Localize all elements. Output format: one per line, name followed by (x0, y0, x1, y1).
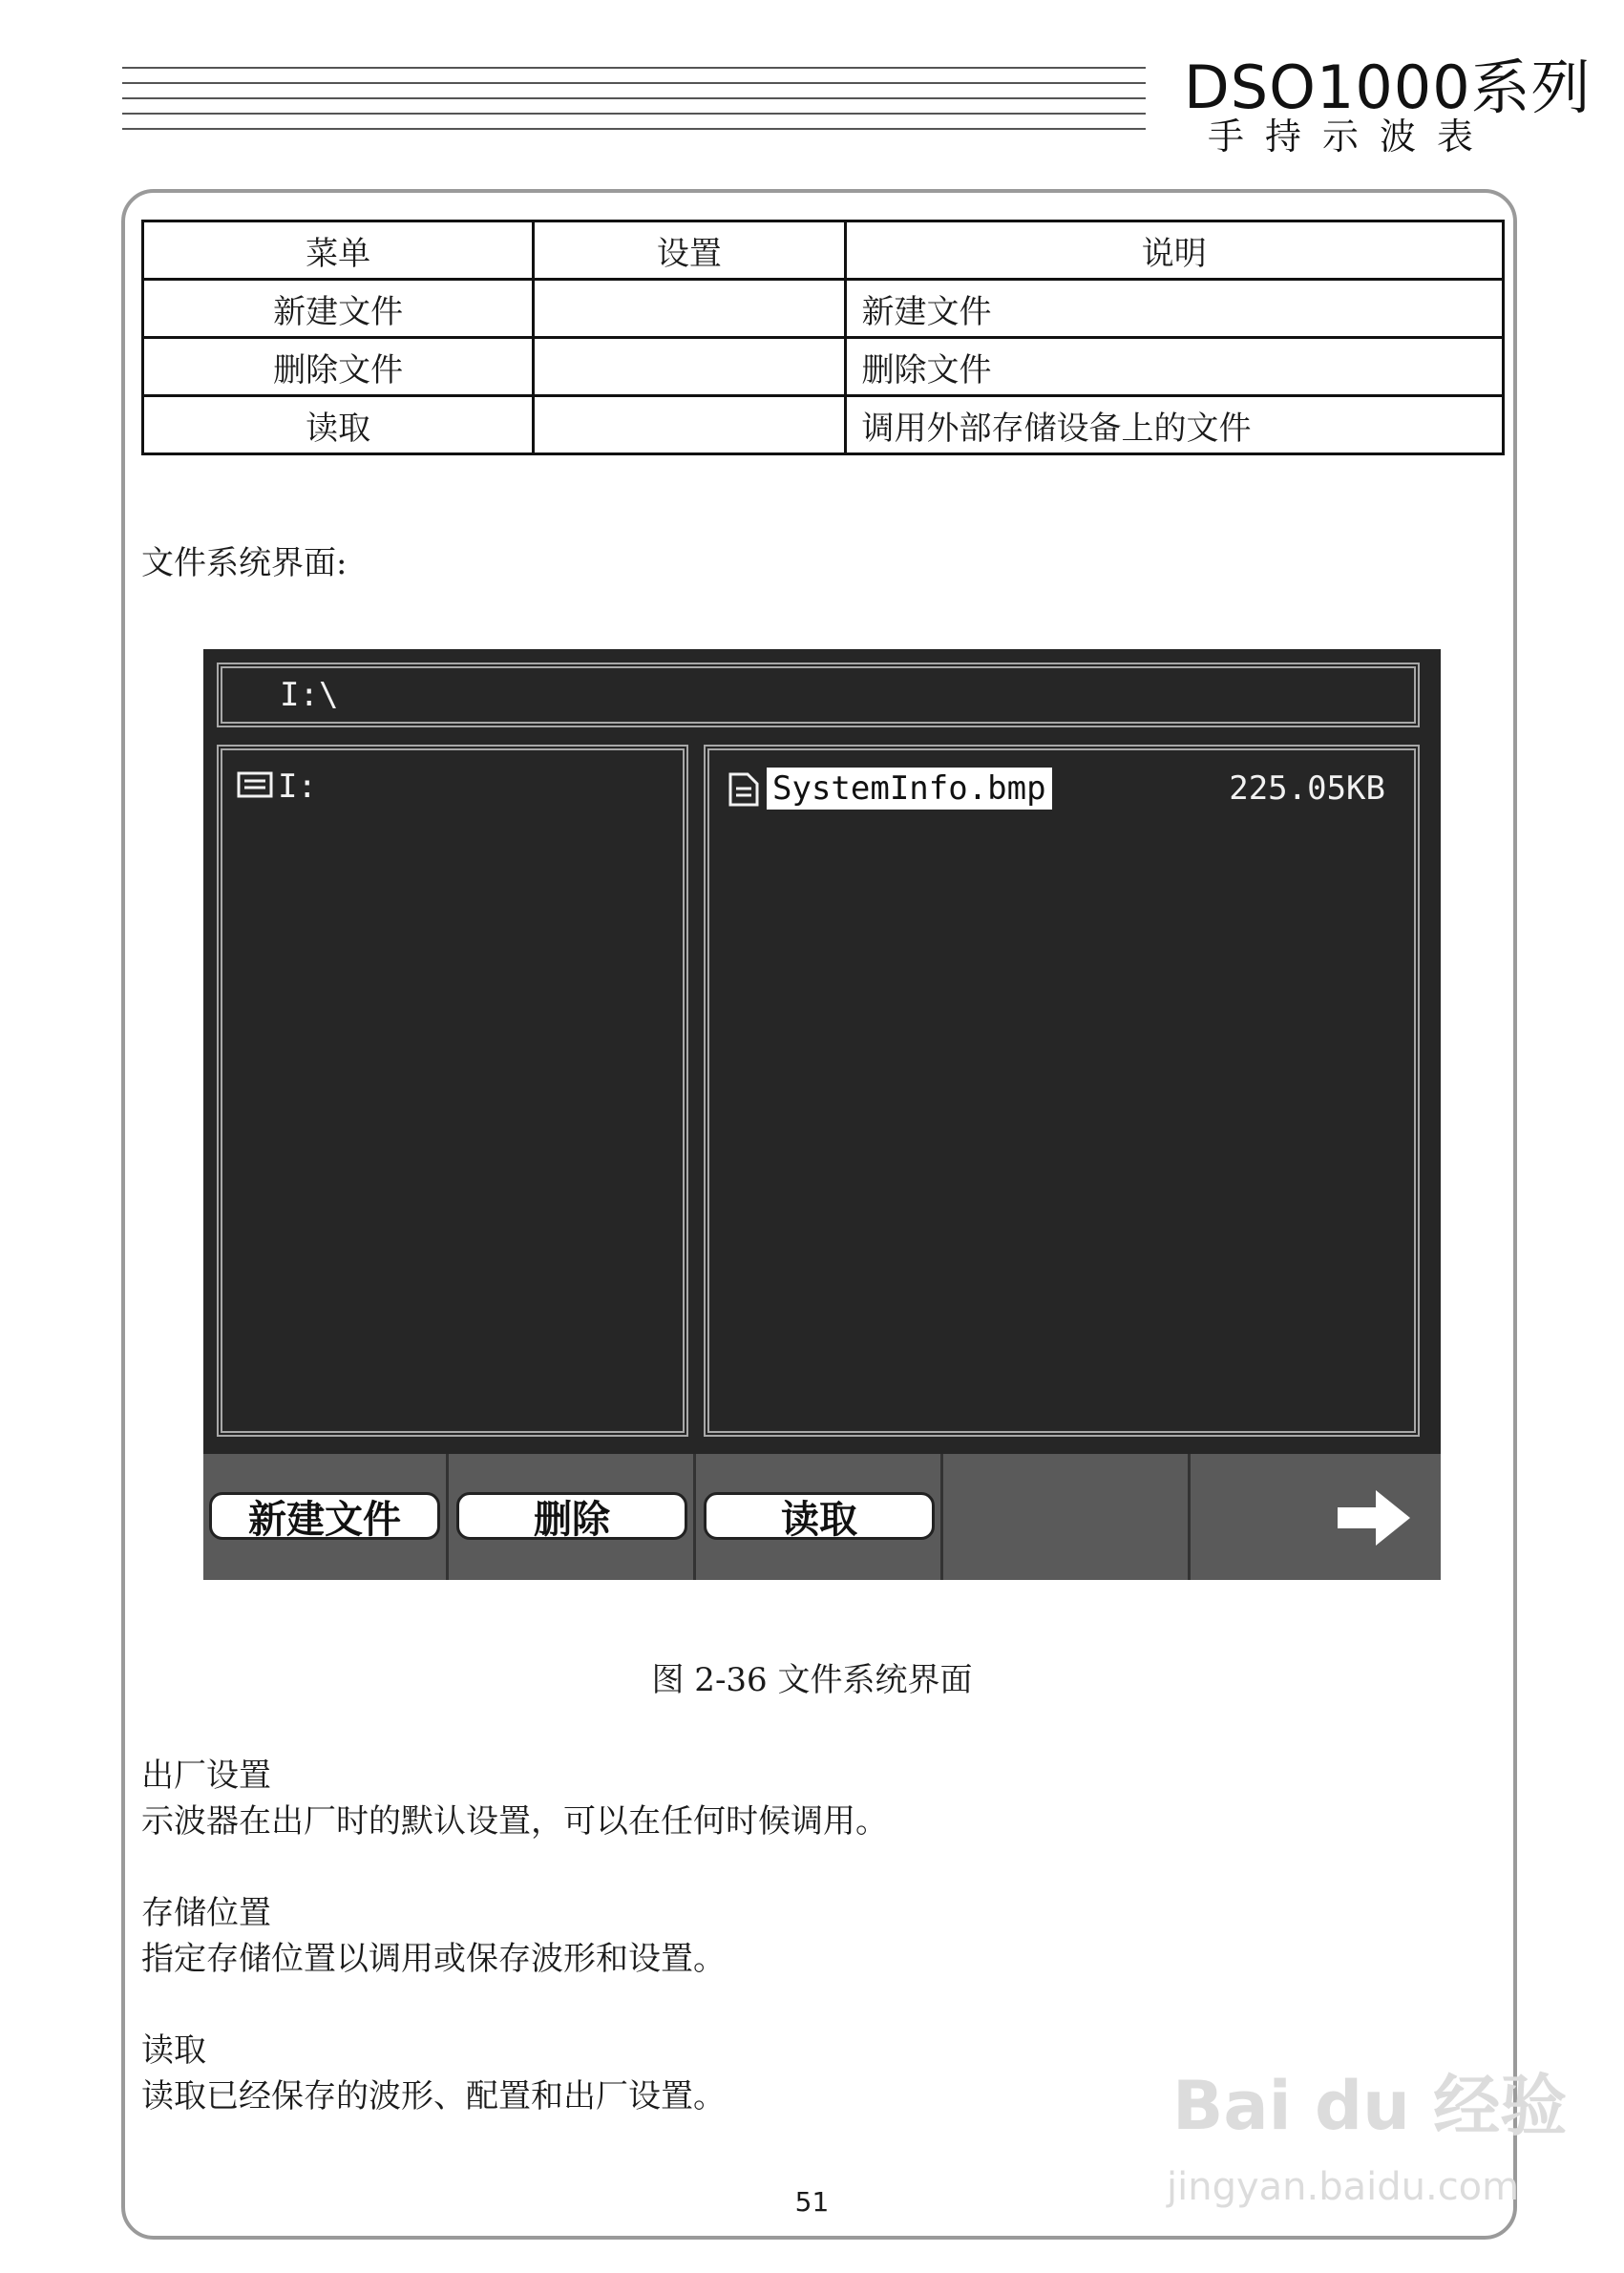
table-cell: 读取 (143, 396, 534, 454)
table-cell: 删除文件 (845, 338, 1503, 396)
softkey-new-file[interactable] (203, 1454, 449, 1580)
softkey-next-page[interactable] (1192, 1454, 1441, 1580)
drive-item[interactable] (236, 768, 317, 806)
current-path: I:\ (280, 676, 339, 714)
table-header-cell: 设置 (534, 221, 845, 280)
softkey-label: 删除 (456, 1492, 687, 1540)
softkey-read[interactable] (698, 1454, 943, 1580)
drive-label: I: (278, 768, 317, 806)
page-number: 51 (794, 2186, 830, 2218)
file-icon (727, 771, 761, 811)
table-cell (534, 338, 845, 396)
table-cell (534, 280, 845, 338)
table-header-cell: 菜单 (143, 221, 534, 280)
table-cell: 删除文件 (143, 338, 534, 396)
figure-caption: 图 2-36 文件系统界面 (651, 1661, 973, 1699)
table-row (143, 280, 1504, 338)
baidu-watermark-url: jingyan.baidu.com (1167, 2165, 1520, 2209)
arrow-right-icon (1334, 1486, 1414, 1553)
softkey-delete[interactable] (451, 1454, 696, 1580)
section-body: 读取已经保存的波形、配置和出厂设置。 (141, 2077, 726, 2115)
file-system-screen (203, 649, 1441, 1580)
section-heading: 读取 (141, 2031, 206, 2070)
section-body: 示波器在出厂时的默认设置，可以在任何时候调用。 (141, 1802, 888, 1841)
doc-title: DSO1000系列 (1184, 53, 1592, 122)
section-heading: 存储位置 (141, 1894, 271, 1932)
softkey-label: 读取 (704, 1492, 935, 1540)
table-cell: 调用外部存储设备上的文件 (845, 396, 1503, 454)
section-heading: 出厂设置 (141, 1757, 271, 1795)
file-list-panel[interactable] (704, 745, 1420, 1437)
intro-text: 文件系统界面: (141, 544, 348, 582)
doc-subtitle: 手持示波表 (1208, 116, 1495, 158)
table-row (143, 396, 1504, 454)
drive-icon (236, 768, 274, 805)
table-cell: 新建文件 (845, 280, 1503, 338)
path-bar (217, 663, 1420, 727)
baidu-watermark-logo: Bai du 经验 (1172, 2067, 1568, 2145)
file-size: 225.05KB (1229, 769, 1385, 808)
file-name: SystemInfo.bmp (767, 768, 1052, 810)
drive-tree-panel[interactable] (217, 745, 688, 1437)
header-rule-lines (122, 67, 1146, 134)
table-row (143, 338, 1504, 396)
section-body: 指定存储位置以调用或保存波形和设置。 (141, 1940, 726, 1978)
menu-table (141, 220, 1505, 455)
softkey-bar (203, 1454, 1441, 1580)
table-cell (534, 396, 845, 454)
table-header-cell: 说明 (845, 221, 1503, 280)
file-list-item[interactable] (723, 768, 1391, 811)
table-header-row (143, 221, 1504, 280)
table-cell: 新建文件 (143, 280, 534, 338)
softkey-label: 新建文件 (209, 1492, 440, 1540)
softkey-empty[interactable] (945, 1454, 1191, 1580)
